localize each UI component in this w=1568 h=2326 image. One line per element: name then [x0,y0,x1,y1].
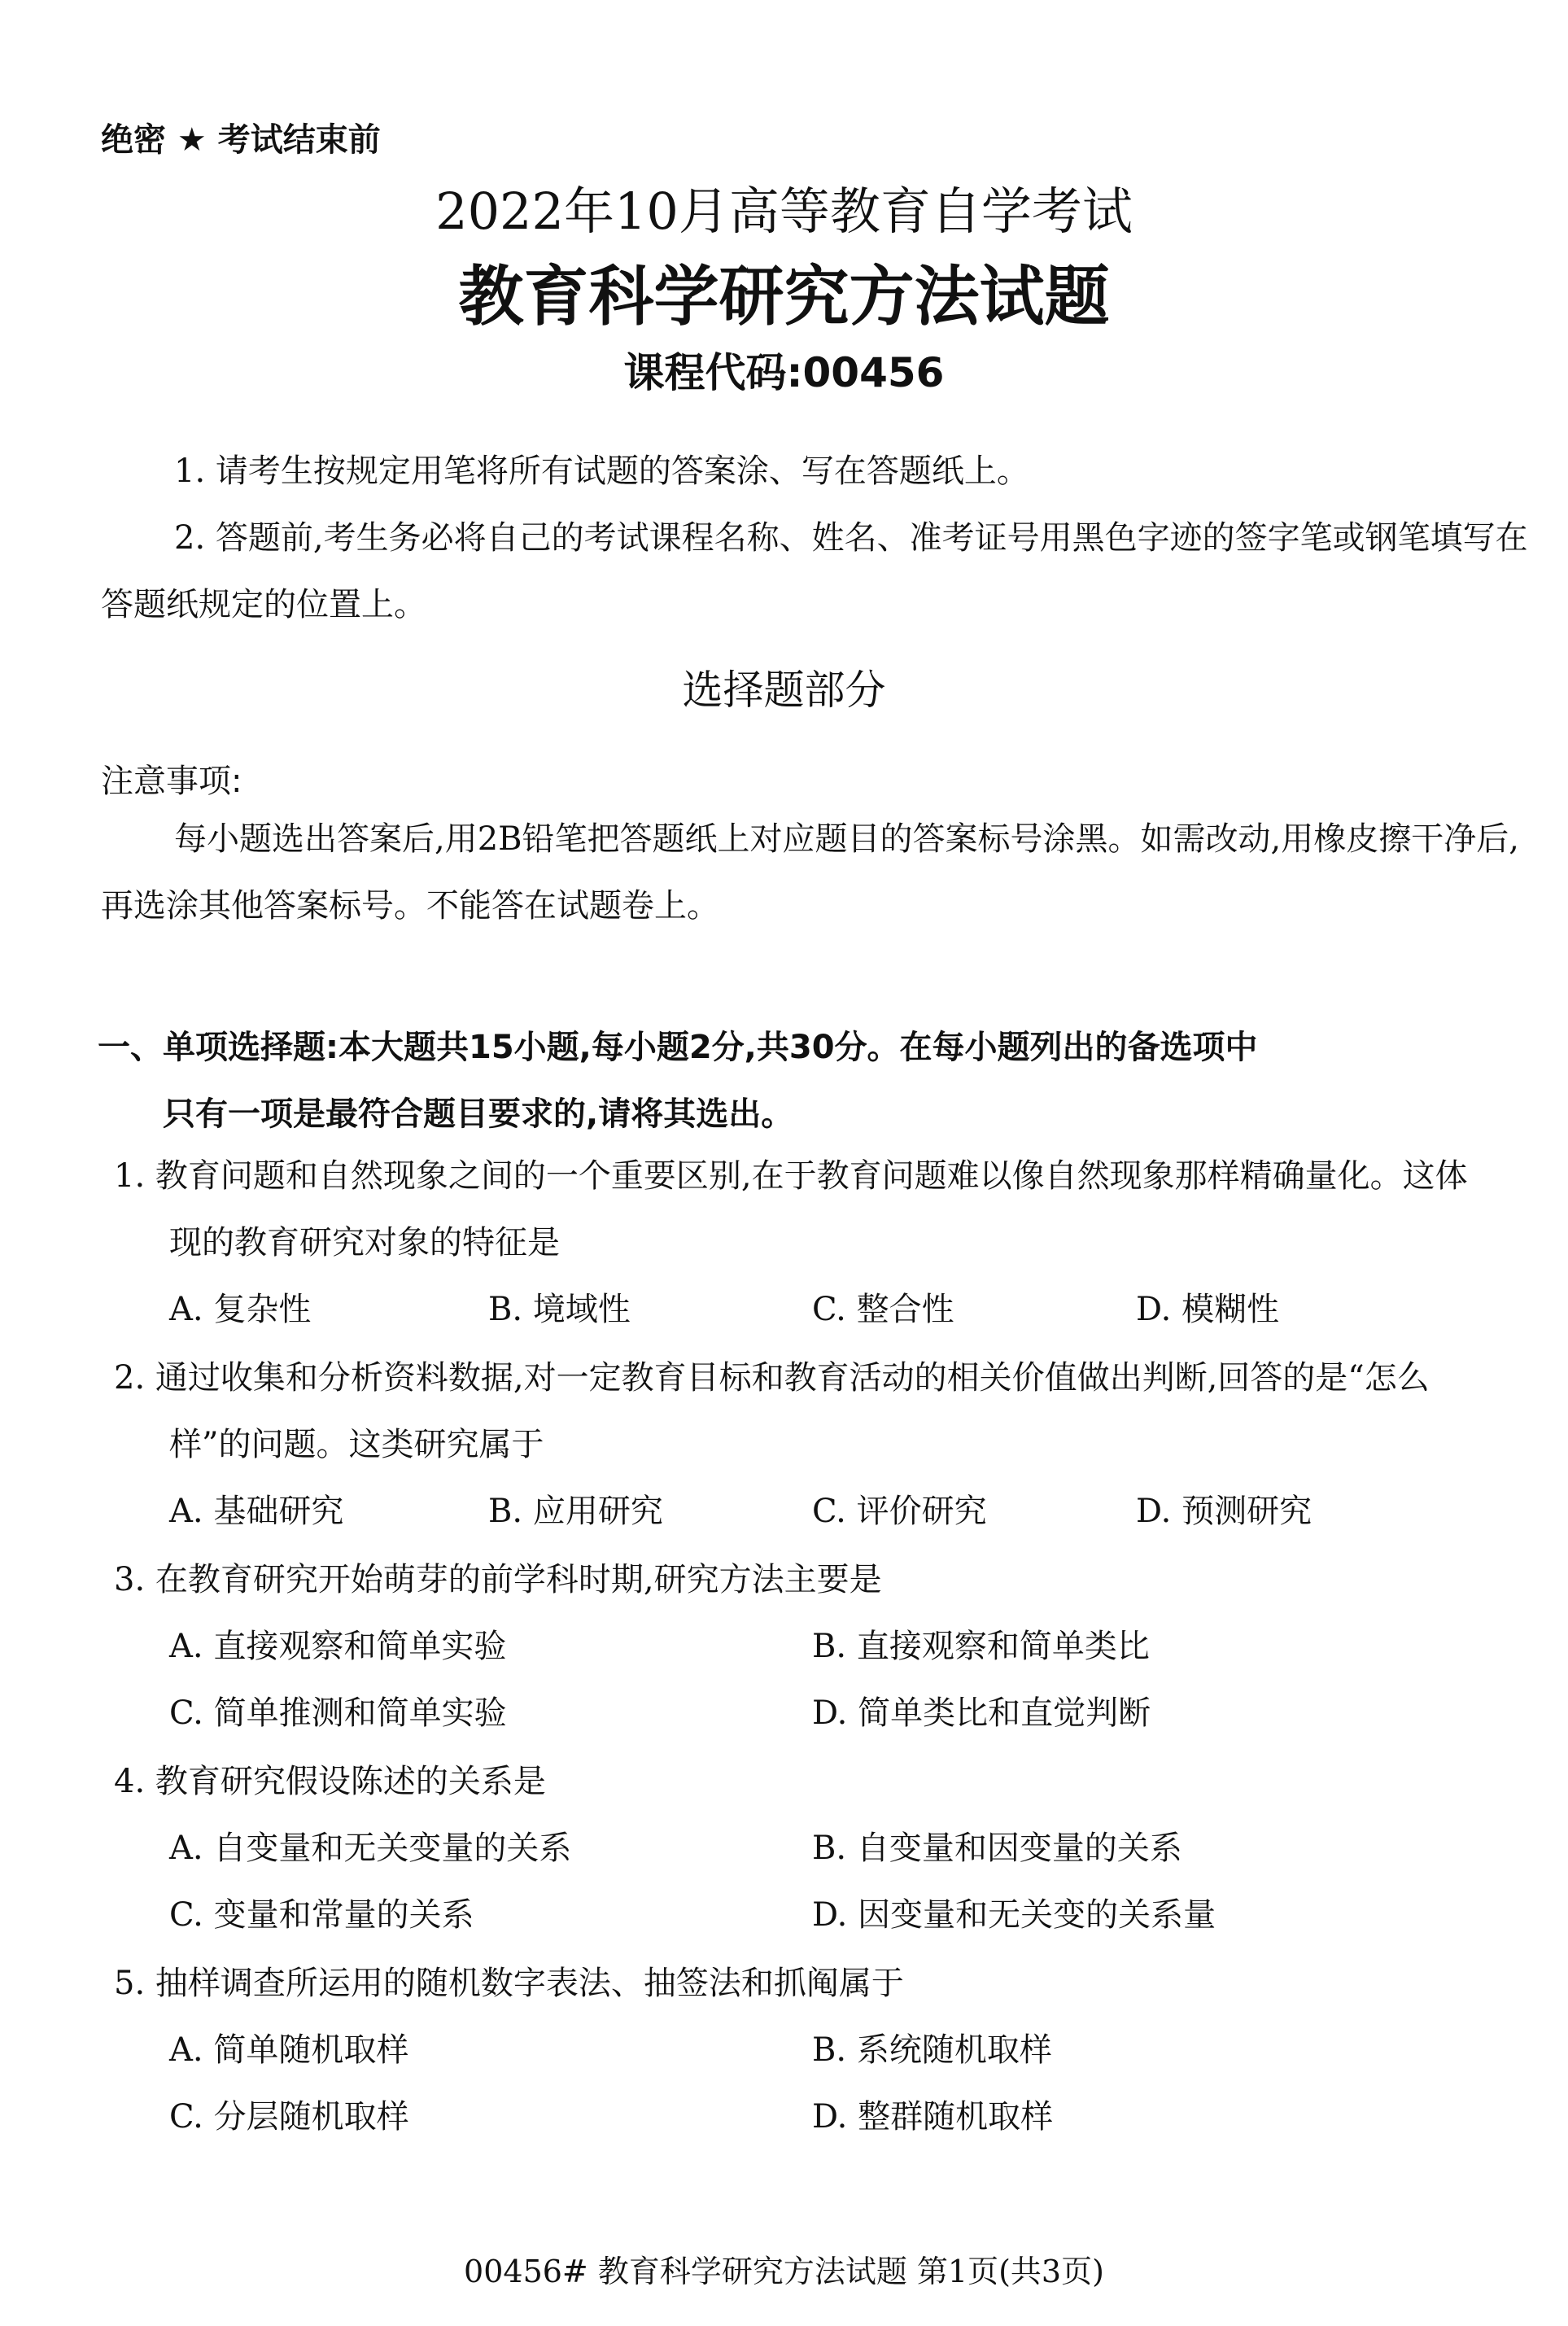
option-a: A. 直接观察和简单实验 [169,1628,507,1665]
part-heading-line: 一、单项选择题:本大题共15小题,每小题2分,共30分。在每小题列出的备选项中 [98,1029,1258,1066]
option-b: B. 直接观察和简单类比 [812,1628,1150,1665]
option-b: B. 系统随机取样 [812,2031,1052,2069]
page-footer: 00456# 教育科学研究方法试题 第1页(共3页) [464,2254,1104,2289]
option-d: D. 模糊性 [1136,1291,1280,1328]
question-2 [114,1344,1481,1545]
option-row [114,2017,1481,2083]
question-1 [114,1143,1481,1343]
option-c: C. 评价研究 [812,1493,987,1530]
option-row [114,1882,1481,1948]
option-b: B. 境域性 [488,1291,631,1328]
question-stem: 3. 在教育研究开始萌芽的前学科时期,研究方法主要是 [114,1561,882,1598]
question-stem: 5. 抽样调查所运用的随机数字表法、抽签法和抓阄属于 [114,1965,904,2002]
option-a: A. 自变量和无关变量的关系 [169,1830,572,1867]
option-row [114,2083,1481,2150]
option-b: B. 应用研究 [488,1493,663,1530]
option-a: A. 简单随机取样 [169,2031,409,2069]
course-code: 课程代码:00456 [623,349,945,396]
option-d: D. 简单类比和直觉判断 [812,1694,1151,1732]
question-3 [114,1546,1481,1747]
question-stem: 4. 教育研究假设陈述的关系是 [114,1763,546,1800]
option-row [114,1478,1481,1545]
notice-text [101,806,1533,939]
section-heading: 选择题部分 [682,667,886,714]
option-c: C. 简单推测和简单实验 [169,1694,507,1732]
option-d: D. 整群随机取样 [812,2098,1054,2136]
instruction-item: 1. 请考生按规定用笔将所有试题的答案涂、写在答题纸上。 [174,453,1029,490]
question-4 [114,1748,1481,1948]
question-stem: 1. 教育问题和自然现象之间的一个重要区别,在于教育问题难以像自然现象那样精确量化。这体现的教育研究对象的特征是 [114,1157,1468,1261]
option-a: A. 复杂性 [169,1291,312,1328]
instruction-item: 2. 答题前,考生务必将自己的考试课程名称、姓名、准考证号用黑色字迹的签字笔或钢笔填写在答题纸规定的位置上。 [101,519,1528,623]
option-c: C. 分层随机取样 [169,2098,409,2136]
notice-paragraph: 每小题选出答案后,用2B铅笔把答题纸上对应题目的答案标号涂黑。如需改动,用橡皮擦干净后,再选涂其他答案标号。不能答在试题卷上。 [101,820,1519,925]
option-d: D. 预测研究 [1136,1493,1312,1530]
option-c: C. 整合性 [812,1291,954,1328]
instructions [101,438,1533,638]
question-stem: 2. 通过收集和分析资料数据,对一定教育目标和教育活动的相关价值做出判断,回答的是“怎么样”的问题。这类研究属于 [114,1359,1430,1463]
option-row [114,1680,1481,1747]
option-d: D. 因变量和无关变的关系量 [812,1896,1216,1934]
part-heading [98,1014,1481,1148]
part-heading-line: 只有一项是最符合题目要求的,请将其选出。 [163,1095,794,1133]
option-b: B. 自变量和因变量的关系 [812,1830,1182,1867]
option-row [114,1613,1481,1680]
question-5 [114,1950,1481,2150]
option-row [114,1815,1481,1882]
subject-title: 教育科学研究方法试题 [458,259,1110,334]
option-a: A. 基础研究 [169,1493,344,1530]
notice-label: 注意事项: [101,763,242,800]
classification-label: 绝密 ★ 考试结束前 [101,121,381,159]
option-row [114,1276,1481,1343]
option-c: C. 变量和常量的关系 [169,1896,474,1934]
exam-title: 2022年10月高等教育自学考试 [435,181,1133,241]
